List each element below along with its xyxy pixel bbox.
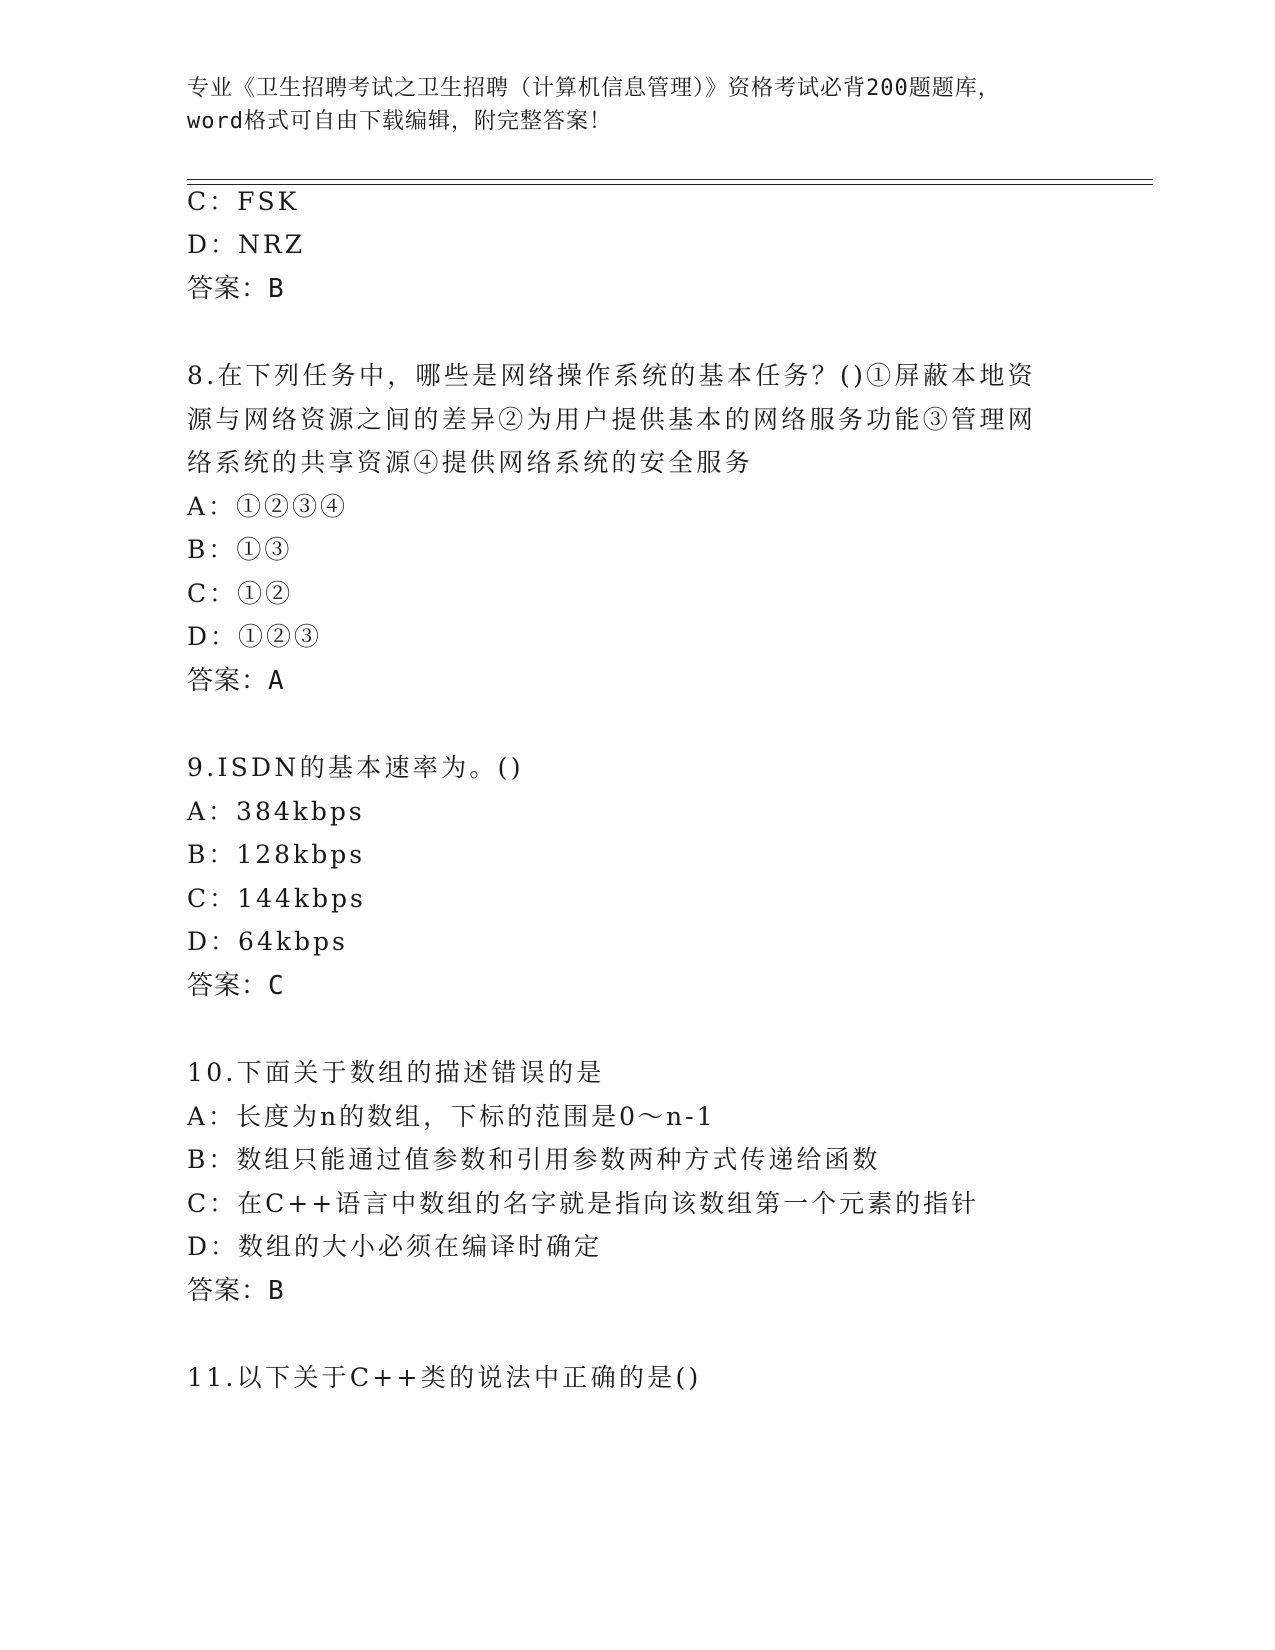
option-c: C：FSK	[187, 187, 300, 216]
question-10-option-b: B：数组只能通过值参数和引用参数两种方式传递给函数	[187, 1145, 881, 1174]
question-9-option-c: C：144kbps	[187, 884, 366, 913]
document-header	[187, 72, 1087, 138]
question-9-text: 9.ISDN的基本速率为。()	[187, 753, 524, 782]
question-8-text-line-2: 源与网络资源之间的差异②为用户提供基本的网络服务功能③管理网	[187, 405, 1037, 434]
question-8-text-line-1: 8.在下列任务中，哪些是网络操作系统的基本任务？()①屏蔽本地资	[187, 361, 1036, 390]
question-8-option-c: C：①②	[187, 579, 294, 608]
question-10-option-c: C：在C++语言中数组的名字就是指向该数组第一个元素的指针	[187, 1189, 980, 1218]
question-10-text: 10.下面关于数组的描述错误的是	[187, 1058, 605, 1087]
answer-label: 答案：B	[187, 274, 285, 304]
question-8-option-d: D：①②③	[187, 622, 323, 651]
question-8-option-b: B：①③	[187, 535, 293, 564]
question-10-answer: 答案：B	[187, 1276, 285, 1306]
header-title-line-2: word格式可自由下载编辑，附完整答案！	[187, 109, 612, 134]
question-9-option-d: D：64kbps	[187, 927, 348, 956]
question-10-option-d: D：数组的大小必须在编译时确定	[187, 1232, 603, 1261]
question-9-option-b: B：128kbps	[187, 840, 366, 869]
option-d: D：NRZ	[187, 230, 306, 259]
question-11-text: 11.以下关于C++类的说法中正确的是()	[187, 1363, 702, 1392]
header-title-line-1: 专业《卫生招聘考试之卫生招聘（计算机信息管理）》资格考试必背200题题库，	[187, 76, 1001, 101]
header-divider-bottom	[187, 184, 1153, 185]
header-divider-top	[187, 179, 1153, 180]
question-8-text-line-3: 络系统的共享资源④提供网络系统的安全服务	[187, 448, 754, 477]
question-9-option-a: A：384kbps	[187, 797, 365, 826]
question-8-option-a: A：①②③④	[187, 492, 349, 521]
question-8-answer: 答案：A	[187, 666, 285, 696]
question-9-answer: 答案：C	[187, 971, 285, 1001]
question-10-option-a: A：长度为n的数组，下标的范围是0～n-1	[187, 1102, 716, 1131]
